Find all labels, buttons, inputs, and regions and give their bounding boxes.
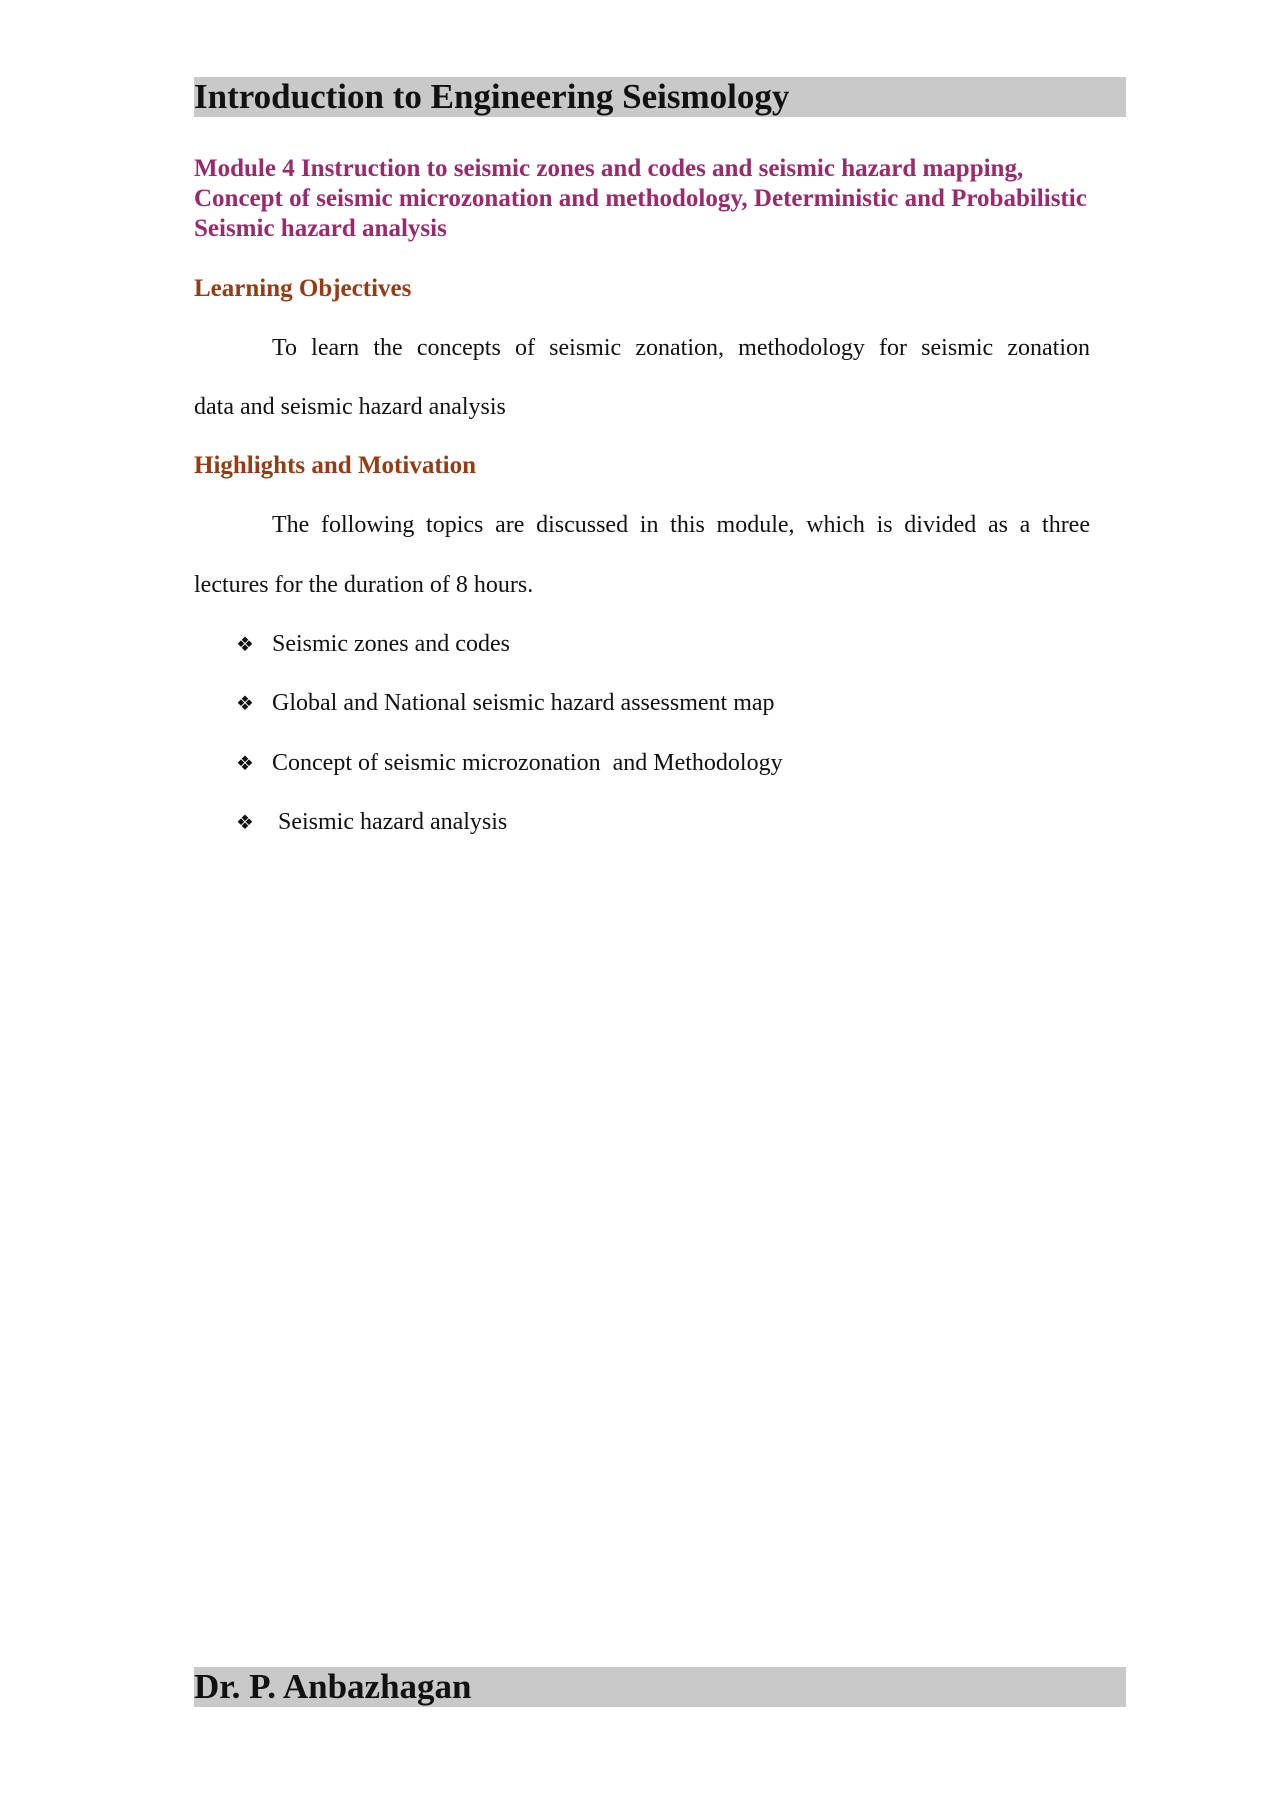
diamond-bullet-icon: ❖ — [236, 751, 254, 775]
topic-text: Seismic zones and codes — [272, 631, 510, 657]
topic-text: Seismic hazard analysis — [272, 809, 508, 835]
highlights-heading: Highlights and Motivation — [194, 452, 476, 479]
learning-objectives-line-1: To learn the concepts of seismic zonation, methodology for seismic zonation — [272, 335, 1090, 361]
topic-text: Global and National seismic hazard assessment map — [272, 690, 775, 716]
learning-objectives-line-2: data and seismic hazard analysis — [194, 394, 506, 420]
diamond-bullet-icon: ❖ — [236, 810, 254, 834]
highlights-line-2: lectures for the duration of 8 hours. — [194, 572, 534, 598]
diamond-bullet-icon: ❖ — [236, 691, 254, 715]
diamond-bullet-icon: ❖ — [236, 632, 254, 656]
page-header-title: Introduction to Engineering Seismology — [194, 77, 790, 116]
learning-objectives-heading: Learning Objectives — [194, 275, 412, 302]
highlights-line-1: The following topics are discussed in this module, which is divided as a three — [272, 512, 1090, 538]
footer-author: Dr. P. Anbazhagan — [194, 1667, 472, 1706]
topic-text: Concept of seismic microzonation and Methodology — [272, 750, 783, 776]
module-title: Module 4 Instruction to seismic zones and codes and seismic hazard mapping, Concept of seismic microzonation and methodology, Deterministic and Probabilistic Seismic hazard analysis — [194, 155, 1087, 242]
